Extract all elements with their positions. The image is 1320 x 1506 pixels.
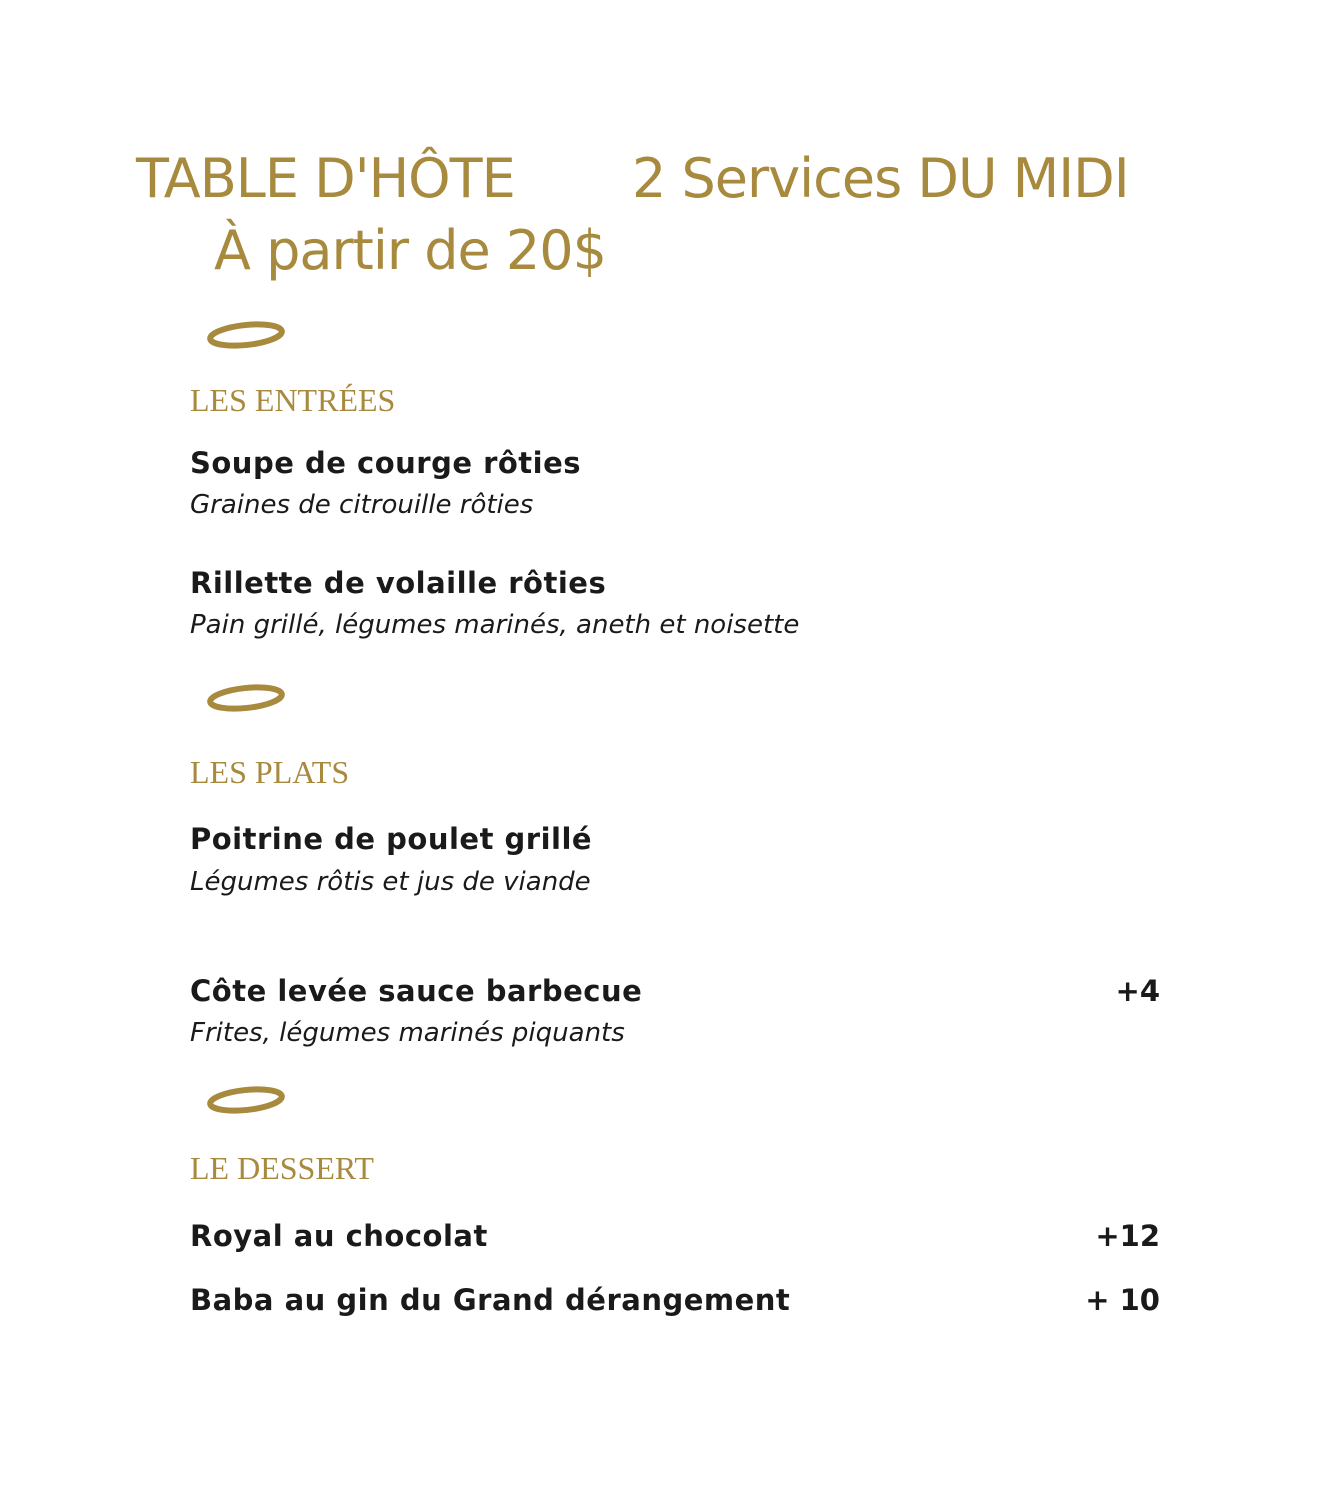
dish-supplement-price: +4	[1115, 974, 1160, 1008]
gold-ring-icon	[206, 318, 286, 352]
gold-ring-icon	[206, 1083, 286, 1117]
dish-name: Royal au chocolat	[190, 1219, 488, 1253]
dish-description: Légumes rôtis et jus de viande	[190, 867, 591, 897]
dish-supplement-price: + 10	[1085, 1283, 1160, 1317]
section-heading-plats: LES PLATS	[190, 754, 350, 790]
dish-supplement-price: +12	[1095, 1219, 1160, 1253]
menu-title: TABLE D'HÔTE	[136, 147, 515, 210]
gold-ring-icon	[206, 681, 286, 715]
dish-name: Soupe de courge rôties	[190, 446, 582, 480]
dish-name: Poitrine de poulet grillé	[190, 822, 593, 856]
menu-service-label: 2 Services DU MIDI	[632, 147, 1129, 210]
dish-name: Baba au gin du Grand dérangement	[190, 1283, 791, 1317]
dish-description: Pain grillé, légumes marinés, aneth et noisette	[190, 610, 800, 640]
dish-name: Rillette de volaille rôties	[190, 566, 607, 600]
dish-name: Côte levée sauce barbecue	[190, 974, 643, 1008]
dish-description: Frites, légumes marinés piquants	[190, 1018, 625, 1048]
section-heading-entrees: LES ENTRÉES	[190, 382, 396, 418]
section-heading-dessert: LE DESSERT	[190, 1150, 374, 1186]
menu-price-subtitle: À partir de 20$	[214, 219, 606, 282]
dish-description: Graines de citrouille rôties	[190, 490, 534, 520]
